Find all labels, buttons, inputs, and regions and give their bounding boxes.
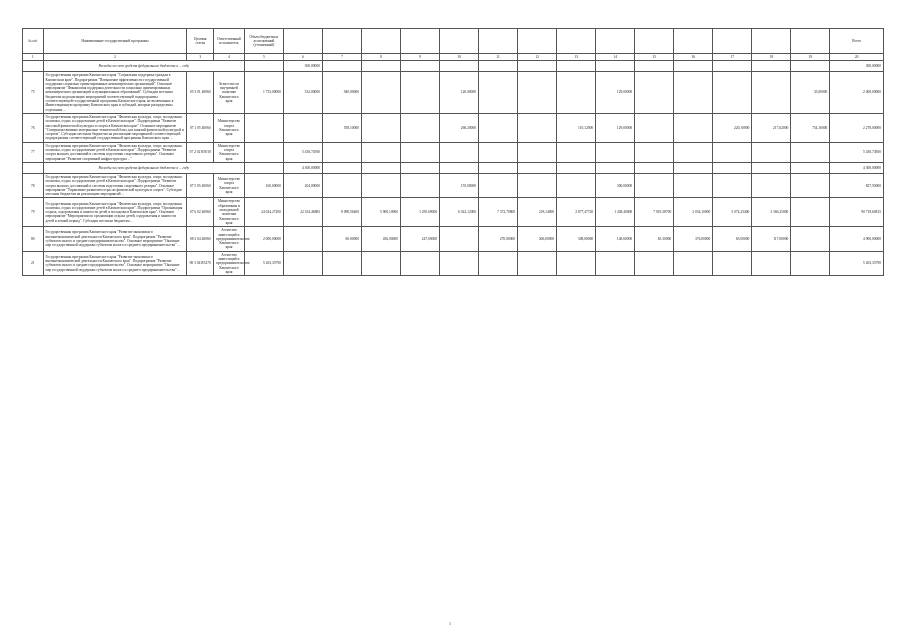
amount-cell	[791, 173, 830, 197]
amount-cell	[401, 142, 440, 162]
amount-cell	[791, 198, 830, 227]
column-number: 16	[674, 54, 713, 61]
section-label: Расходы за счет средств федерального бюджета в ... году	[43, 61, 244, 72]
column-number: 17	[713, 54, 752, 61]
column-header	[518, 29, 557, 54]
amount-cell	[322, 61, 361, 72]
column-header: Наименование государственной программы	[43, 29, 187, 54]
amount-cell	[440, 142, 479, 162]
amount-cell	[752, 72, 791, 114]
amount-cell: 160,00000	[244, 173, 283, 197]
column-number: 19	[791, 54, 830, 61]
amount-cell	[518, 72, 557, 114]
amount-cell	[322, 162, 361, 173]
row-total-cell: 2 400,00000	[830, 72, 884, 114]
table-row	[23, 198, 884, 227]
amount-cell: 60,00000	[322, 227, 361, 251]
row-total-cell: 827,50000	[830, 173, 884, 197]
amount-cell	[401, 251, 440, 275]
table-row	[23, 227, 884, 251]
amount-cell	[361, 162, 400, 173]
program-description: Государственная программа Камчатского края "Развитие экономики и внешнеэкономической деятельности Камчатского края". Подпрограмма "Развитие субъектов малого и среднего предпринимательства". Основное мероприятие "Оказание мер государственной поддержки субъектам малого и среднего предпринимательства" ...	[43, 251, 187, 275]
amount-cell: 456,00000	[361, 227, 400, 251]
amount-cell	[713, 61, 752, 72]
column-number: 15	[635, 54, 674, 61]
amount-cell: 65,30000	[635, 227, 674, 251]
amount-cell	[674, 72, 713, 114]
row-total-cell: 4 900,00000	[830, 227, 884, 251]
amount-cell	[635, 113, 674, 142]
amount-cell: 35,00000	[791, 72, 830, 114]
row-number-cell: 21	[23, 251, 44, 275]
amount-cell: 129,00000	[596, 113, 635, 142]
column-header	[791, 29, 830, 54]
column-number: 20	[830, 54, 884, 61]
amount-cell: 7 019,38700	[635, 198, 674, 227]
amount-cell	[713, 162, 752, 173]
amount-cell	[596, 61, 635, 72]
column-header: № п/п	[23, 29, 44, 54]
amount-cell	[518, 142, 557, 162]
table-row	[23, 142, 884, 162]
amount-cell: 8 098,56400	[322, 198, 361, 227]
amount-cell: 129,00000	[596, 72, 635, 114]
amount-cell	[361, 61, 400, 72]
program-description: Государственная программа Камчатского края "Физическая культура, спорт, молодежная политика, отдых и оздоровление детей в Камчатском крае". Подпрограмма "Организация отдыха, оздоровления и занятости детей и молодежи в Камчатском крае". Основное мероприятие "Мероприятия по организации отдыха детей, оздоровления и занятости детей в летний период". Субсидии местным бюджетам ...	[43, 198, 187, 227]
amount-cell	[518, 173, 557, 197]
column-header: Ответственный исполнитель	[214, 29, 245, 54]
responsible-executor: Министерство спорта Камчатского края	[214, 173, 245, 197]
column-header	[596, 29, 635, 54]
row-number-cell: 76	[23, 113, 44, 142]
amount-cell	[479, 72, 518, 114]
row-number-cell	[23, 61, 44, 72]
amount-cell: 5 263,35790	[244, 251, 283, 275]
column-number: 3	[187, 54, 214, 61]
amount-cell: 24 024,27200	[244, 198, 283, 227]
amount-cell	[752, 162, 791, 173]
column-header	[322, 29, 361, 54]
row-number-cell: 80	[23, 227, 44, 251]
amount-cell: 6 022,12000	[440, 198, 479, 227]
column-header	[557, 29, 596, 54]
table-row	[23, 72, 884, 114]
column-header	[635, 29, 674, 54]
amount-cell	[283, 251, 322, 275]
column-number: 11	[479, 54, 518, 61]
header-row	[23, 29, 884, 54]
amount-cell: 5 900,10000	[361, 198, 400, 227]
column-number: 13	[557, 54, 596, 61]
column-number: 12	[518, 54, 557, 61]
program-description: Государственная программа Камчатского края "Физическая культура, спорт, молодежная политика, отдых и оздоровление детей в Камчатском крае". Подпрограмма "Развитие спорта высших достижений и системы подготовки спортивного резерва". Основное мероприятие "Развитие спортивной инфраструктуры ..."	[43, 142, 187, 162]
responsible-executor: Агентство по внутренней политике Камчатского края	[214, 72, 245, 114]
section-row	[23, 61, 884, 72]
amount-cell	[713, 142, 752, 162]
target-article-code: 07 5 05 40060	[187, 173, 214, 197]
amount-cell	[674, 61, 713, 72]
row-total-cell: 2 278,00000	[830, 113, 884, 142]
table-body	[23, 61, 884, 276]
amount-cell	[635, 251, 674, 275]
page-number: 1	[449, 621, 451, 626]
column-header	[361, 29, 400, 54]
amount-cell	[440, 227, 479, 251]
target-article-code: 07 2 02 R5010	[187, 142, 214, 162]
amount-cell	[518, 61, 557, 72]
amount-cell	[401, 113, 440, 142]
amount-cell	[791, 251, 830, 275]
column-header	[440, 29, 479, 54]
amount-cell: 754,16000	[791, 113, 830, 142]
amount-cell	[479, 251, 518, 275]
amount-cell	[322, 173, 361, 197]
program-description: Государственная программа Камчатского края "Развитие экономики и внешнеэкономической деятельности Камчатского края". Подпрограмма "Развитие субъектов малого и среднего предпринимательства". Основное мероприятие "Оказание мер государственной поддержки субъектам малого и среднего предпринимательства" ...	[43, 227, 187, 251]
amount-cell	[557, 162, 596, 173]
amount-cell	[283, 113, 322, 142]
amount-cell	[244, 162, 283, 173]
amount-cell: 558,10000	[322, 113, 361, 142]
amount-cell: 247,00000	[401, 227, 440, 251]
amount-cell	[791, 227, 830, 251]
amount-cell	[479, 113, 518, 142]
amount-cell	[401, 173, 440, 197]
amount-cell	[322, 251, 361, 275]
row-total-cell: 90 718,60815	[830, 198, 884, 227]
responsible-executor: Агентство инвестиций и предпринимательства Камчатского края	[214, 251, 245, 275]
amount-cell	[674, 173, 713, 197]
responsible-executor: Министерство образования и молодежной политики Камчатского края	[214, 198, 245, 227]
amount-cell	[361, 173, 400, 197]
amount-cell: 4 300,00000	[283, 162, 322, 173]
amount-cell	[479, 173, 518, 197]
amount-cell	[244, 142, 283, 162]
amount-cell: 110,12000	[557, 113, 596, 142]
amount-cell	[361, 142, 400, 162]
amount-cell	[752, 61, 791, 72]
column-number: 8	[361, 54, 400, 61]
row-number-cell: 75	[23, 72, 44, 114]
amount-cell	[596, 251, 635, 275]
column-number-row	[23, 54, 884, 61]
column-header	[401, 29, 440, 54]
row-number-cell: 77	[23, 142, 44, 162]
row-number-cell: 78	[23, 173, 44, 197]
column-number: 7	[322, 54, 361, 61]
amount-cell	[283, 227, 322, 251]
column-number: 10	[440, 54, 479, 61]
amount-cell	[674, 162, 713, 173]
column-header: Объем бюджетных ассигнований (уточненный)	[244, 29, 283, 54]
row-total-cell: 5 430,74930	[830, 142, 884, 162]
target-article-code: 08 3 04 40060	[187, 227, 214, 251]
amount-cell	[635, 173, 674, 197]
amount-cell	[752, 251, 791, 275]
section-row	[23, 162, 884, 173]
amount-cell	[674, 142, 713, 162]
amount-cell: 300,00000	[596, 173, 635, 197]
amount-cell: 2 000,00000	[244, 227, 283, 251]
amount-cell: 5 430,74930	[283, 142, 322, 162]
column-header	[713, 29, 752, 54]
amount-cell: 204,00000	[283, 173, 322, 197]
amount-cell	[713, 72, 752, 114]
column-header	[674, 29, 713, 54]
amount-cell	[479, 61, 518, 72]
amount-cell	[361, 251, 400, 275]
target-article-code: 07 6 02 40060	[187, 198, 214, 227]
amount-cell	[322, 142, 361, 162]
amount-cell	[440, 61, 479, 72]
amount-cell: 218,14000	[518, 198, 557, 227]
amount-cell: 220,10000	[713, 113, 752, 142]
amount-cell: 117,00000	[752, 227, 791, 251]
amount-cell	[518, 251, 557, 275]
row-number-cell: 79	[23, 198, 44, 227]
row-total-cell: 4 300,00000	[830, 162, 884, 173]
amount-cell: 5 074,23400	[713, 198, 752, 227]
amount-cell	[244, 61, 283, 72]
amount-cell	[557, 72, 596, 114]
responsible-executor: Министерство спорта Камчатского края	[214, 113, 245, 142]
amount-cell	[479, 142, 518, 162]
amount-cell: 217,62000	[752, 113, 791, 142]
amount-cell	[635, 72, 674, 114]
amount-cell: 300,00000	[283, 61, 322, 72]
amount-cell: 308,00000	[557, 227, 596, 251]
budget-table	[22, 28, 884, 276]
amount-cell: 940,00000	[322, 72, 361, 114]
column-header	[479, 29, 518, 54]
column-header: Всего	[830, 29, 884, 54]
column-header	[283, 29, 322, 54]
amount-cell	[361, 113, 400, 142]
amount-cell	[479, 162, 518, 173]
amount-cell	[791, 61, 830, 72]
column-number: 9	[401, 54, 440, 61]
amount-cell	[713, 251, 752, 275]
amount-cell: 1 295,69000	[401, 198, 440, 227]
column-number: 1	[23, 54, 44, 61]
amount-cell	[791, 162, 830, 173]
amount-cell: 155,00000	[440, 173, 479, 197]
table-row	[23, 113, 884, 142]
program-description: Государственная программа Камчатского края "Физическая культура, спорт, молодежная политика, отдых и оздоровление детей в Камчатском крае". Подпрограмма "Развитие массовой физической культуры и спорта в Камчатском крае". Основное мероприятие "Совершенствование материально-технической базы для занятий физической культурой и спортом". Субсидии местным бюджетам на реализацию мероприятий соответствующей подпрограммы соответствующей государственной программы Камчатского края ...	[43, 113, 187, 142]
column-number: 2	[43, 54, 187, 61]
program-description: Государственная программа Камчатского края "Физическая культура, спорт, молодежная политика, отдых и оздоровление детей в Камчатском крае". Подпрограмма "Развитие спорта высших достижений и системы подготовки спортивного резерва". Основное мероприятие "Управление развитием отрасли физической культуры и спорта". Субсидии местным бюджетам на реализацию мероприятий ...	[43, 173, 187, 197]
row-number-cell	[23, 162, 44, 173]
amount-cell	[596, 142, 635, 162]
row-total-cell: 300,00000	[830, 61, 884, 72]
amount-cell: 376,00000	[674, 227, 713, 251]
section-label: Расходы за счет средств федерального бюджета в ... году	[43, 162, 244, 173]
amount-cell	[635, 61, 674, 72]
amount-cell	[635, 162, 674, 173]
column-number: 14	[596, 54, 635, 61]
amount-cell: 65,00000	[713, 227, 752, 251]
column-number: 4	[214, 54, 245, 61]
column-number: 6	[283, 54, 322, 61]
program-description: Государственная программа Камчатского края "Социальная поддержка граждан в Камчатском крае". Подпрограмма "Повышение эффективности государственной поддержки социально ориентированных некоммерческих организаций". Основное мероприятие "Финансовая поддержка деятельности социально ориентированных некоммерческих организаций и муниципальных образований". Субсидии местным бюджетам на реализацию мероприятий соответствующей подпрограммы соответствующей государственной программы Камчатского края, не включенных в Инвестиционную программу Камчатского края и субсидий, которые распределены отдельным ...	[43, 72, 187, 114]
amount-cell	[518, 113, 557, 142]
amount-cell	[440, 162, 479, 173]
amount-cell: 270,00000	[479, 227, 518, 251]
amount-cell: 2 877,47720	[557, 198, 596, 227]
responsible-executor: Агентство инвестиций и предпринимательства Камчатского края	[214, 227, 245, 251]
responsible-executor: Министерство спорта Камчатского края	[214, 142, 245, 162]
amount-cell: 148,60000	[596, 227, 635, 251]
amount-cell: 260,20000	[440, 113, 479, 142]
amount-cell	[596, 162, 635, 173]
amount-cell	[674, 113, 713, 142]
amount-cell: 1 753,00000	[244, 72, 283, 114]
amount-cell	[518, 162, 557, 173]
column-number: 18	[752, 54, 791, 61]
amount-cell	[557, 61, 596, 72]
row-total-cell: 5 263,35790	[830, 251, 884, 275]
column-number: 5	[244, 54, 283, 61]
amount-cell: 120,00000	[440, 72, 479, 114]
amount-cell: 22 354,46883	[283, 198, 322, 227]
target-article-code: 05 3 01 40060	[187, 72, 214, 114]
amount-cell	[791, 142, 830, 162]
amount-cell: 7 372,70800	[479, 198, 518, 227]
target-article-code: 07 1 05 40060	[187, 113, 214, 142]
amount-cell	[752, 142, 791, 162]
target-article-code: 08 3 04 R5270	[187, 251, 214, 275]
amount-cell	[401, 61, 440, 72]
amount-cell: 2 034,10000	[674, 198, 713, 227]
amount-cell	[401, 162, 440, 173]
amount-cell	[557, 173, 596, 197]
table-row	[23, 251, 884, 275]
amount-cell	[361, 72, 400, 114]
amount-cell	[557, 142, 596, 162]
amount-cell: 3 366,25000	[752, 198, 791, 227]
column-header: Целевая статья	[187, 29, 214, 54]
column-header	[752, 29, 791, 54]
amount-cell	[752, 173, 791, 197]
amount-cell	[440, 251, 479, 275]
amount-cell: 306,00000	[518, 227, 557, 251]
amount-cell: 532,00000	[283, 72, 322, 114]
amount-cell	[401, 72, 440, 114]
amount-cell: 1 438,40000	[596, 198, 635, 227]
amount-cell	[557, 251, 596, 275]
amount-cell	[244, 113, 283, 142]
amount-cell	[635, 142, 674, 162]
amount-cell	[674, 251, 713, 275]
table-row	[23, 173, 884, 197]
amount-cell	[713, 173, 752, 197]
